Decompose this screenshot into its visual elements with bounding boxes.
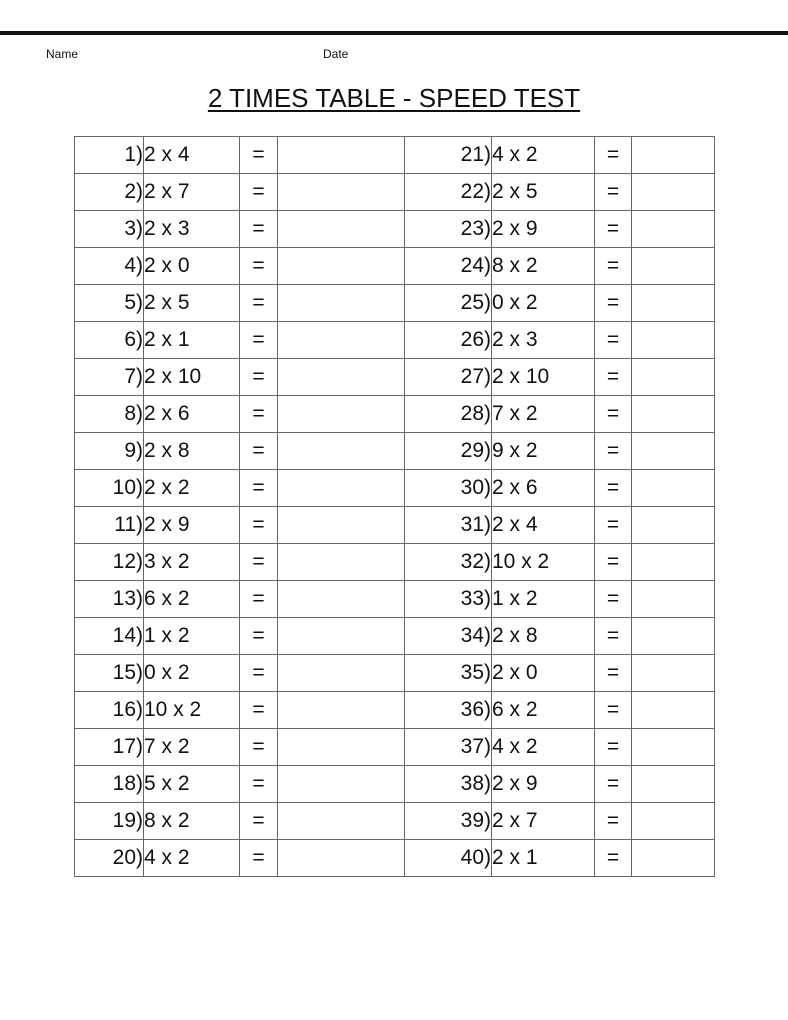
question-expression: 7 x 2 [144, 729, 240, 766]
question-expression: 2 x 9 [144, 507, 240, 544]
question-number: 33) [405, 581, 492, 618]
question-number: 4) [75, 248, 144, 285]
answer-cell[interactable] [632, 766, 715, 803]
question-number: 14) [75, 618, 144, 655]
question-number: 21) [405, 137, 492, 174]
question-expression: 10 x 2 [492, 544, 595, 581]
question-number: 39) [405, 803, 492, 840]
equals-sign: = [240, 507, 278, 544]
question-expression: 6 x 2 [144, 581, 240, 618]
date-label: Date [323, 47, 349, 61]
question-expression: 8 x 2 [144, 803, 240, 840]
answer-cell[interactable] [278, 544, 405, 581]
table-row [75, 507, 715, 544]
question-number: 12) [75, 544, 144, 581]
quiz-table [74, 136, 715, 877]
answer-cell[interactable] [632, 803, 715, 840]
equals-sign: = [595, 692, 632, 729]
answer-cell[interactable] [632, 359, 715, 396]
equals-sign: = [595, 803, 632, 840]
answer-cell[interactable] [632, 211, 715, 248]
question-expression: 0 x 2 [144, 655, 240, 692]
table-row [75, 766, 715, 803]
equals-sign: = [240, 211, 278, 248]
equals-sign: = [595, 470, 632, 507]
question-number: 38) [405, 766, 492, 803]
question-expression: 2 x 1 [492, 840, 595, 877]
equals-sign: = [240, 803, 278, 840]
answer-cell[interactable] [278, 174, 405, 211]
equals-sign: = [595, 840, 632, 877]
equals-sign: = [240, 581, 278, 618]
question-number: 9) [75, 433, 144, 470]
table-row [75, 211, 715, 248]
equals-sign: = [240, 248, 278, 285]
table-row [75, 322, 715, 359]
question-expression: 4 x 2 [144, 840, 240, 877]
question-expression: 2 x 3 [144, 211, 240, 248]
equals-sign: = [595, 174, 632, 211]
equals-sign: = [240, 433, 278, 470]
table-row [75, 248, 715, 285]
answer-cell[interactable] [632, 137, 715, 174]
equals-sign: = [595, 729, 632, 766]
question-number: 18) [75, 766, 144, 803]
question-number: 8) [75, 396, 144, 433]
question-number: 16) [75, 692, 144, 729]
question-expression: 5 x 2 [144, 766, 240, 803]
question-number: 22) [405, 174, 492, 211]
question-expression: 7 x 2 [492, 396, 595, 433]
table-row [75, 729, 715, 766]
question-number: 1) [75, 137, 144, 174]
equals-sign: = [240, 840, 278, 877]
question-expression: 3 x 2 [144, 544, 240, 581]
answer-cell[interactable] [632, 692, 715, 729]
equals-sign: = [240, 285, 278, 322]
answer-cell[interactable] [632, 729, 715, 766]
question-expression: 2 x 4 [144, 137, 240, 174]
question-number: 28) [405, 396, 492, 433]
answer-cell[interactable] [278, 359, 405, 396]
question-number: 3) [75, 211, 144, 248]
answer-cell[interactable] [632, 470, 715, 507]
answer-cell[interactable] [278, 248, 405, 285]
table-row [75, 433, 715, 470]
question-expression: 2 x 6 [492, 470, 595, 507]
answer-cell[interactable] [278, 692, 405, 729]
answer-cell[interactable] [632, 507, 715, 544]
table-row [75, 544, 715, 581]
answer-cell[interactable] [278, 211, 405, 248]
table-row [75, 581, 715, 618]
answer-cell[interactable] [632, 618, 715, 655]
table-row [75, 803, 715, 840]
question-expression: 2 x 2 [144, 470, 240, 507]
answer-cell[interactable] [278, 581, 405, 618]
question-number: 35) [405, 655, 492, 692]
question-expression: 2 x 1 [144, 322, 240, 359]
question-expression: 1 x 2 [492, 581, 595, 618]
question-expression: 2 x 0 [492, 655, 595, 692]
equals-sign: = [595, 544, 632, 581]
answer-cell[interactable] [632, 285, 715, 322]
answer-cell[interactable] [278, 840, 405, 877]
question-number: 17) [75, 729, 144, 766]
equals-sign: = [595, 581, 632, 618]
answer-cell[interactable] [278, 433, 405, 470]
equals-sign: = [240, 470, 278, 507]
table-row [75, 618, 715, 655]
question-number: 31) [405, 507, 492, 544]
question-number: 19) [75, 803, 144, 840]
equals-sign: = [240, 174, 278, 211]
equals-sign: = [595, 618, 632, 655]
table-row [75, 396, 715, 433]
page-title-wrap [0, 83, 788, 114]
question-number: 37) [405, 729, 492, 766]
equals-sign: = [595, 359, 632, 396]
equals-sign: = [595, 766, 632, 803]
equals-sign: = [595, 433, 632, 470]
question-number: 15) [75, 655, 144, 692]
table-row [75, 285, 715, 322]
equals-sign: = [240, 766, 278, 803]
question-expression: 4 x 2 [492, 137, 595, 174]
question-expression: 2 x 5 [144, 285, 240, 322]
question-number: 32) [405, 544, 492, 581]
answer-cell[interactable] [632, 322, 715, 359]
question-number: 2) [75, 174, 144, 211]
answer-cell[interactable] [278, 655, 405, 692]
equals-sign: = [595, 211, 632, 248]
question-expression: 0 x 2 [492, 285, 595, 322]
question-expression: 4 x 2 [492, 729, 595, 766]
question-number: 36) [405, 692, 492, 729]
equals-sign: = [595, 322, 632, 359]
question-number: 11) [75, 507, 144, 544]
question-number: 5) [75, 285, 144, 322]
equals-sign: = [240, 137, 278, 174]
question-expression: 8 x 2 [492, 248, 595, 285]
question-number: 29) [405, 433, 492, 470]
question-expression: 2 x 0 [144, 248, 240, 285]
answer-cell[interactable] [278, 137, 405, 174]
table-row [75, 840, 715, 877]
answer-cell[interactable] [632, 174, 715, 211]
question-expression: 2 x 10 [144, 359, 240, 396]
question-expression: 2 x 9 [492, 211, 595, 248]
table-row [75, 174, 715, 211]
question-number: 6) [75, 322, 144, 359]
question-number: 26) [405, 322, 492, 359]
question-number: 10) [75, 470, 144, 507]
answer-cell[interactable] [632, 544, 715, 581]
page-title: 2 TIMES TABLE - SPEED TEST [207, 83, 581, 113]
question-expression: 2 x 6 [144, 396, 240, 433]
answer-cell[interactable] [278, 470, 405, 507]
equals-sign: = [595, 655, 632, 692]
equals-sign: = [240, 359, 278, 396]
quiz-body [75, 137, 715, 877]
question-expression: 2 x 8 [144, 433, 240, 470]
answer-cell[interactable] [278, 803, 405, 840]
answer-cell[interactable] [632, 396, 715, 433]
name-label: Name [46, 47, 79, 61]
question-number: 23) [405, 211, 492, 248]
equals-sign: = [595, 507, 632, 544]
question-expression: 2 x 5 [492, 174, 595, 211]
answer-cell[interactable] [632, 248, 715, 285]
question-expression: 2 x 8 [492, 618, 595, 655]
question-number: 13) [75, 581, 144, 618]
answer-cell[interactable] [278, 396, 405, 433]
question-expression: 6 x 2 [492, 692, 595, 729]
equals-sign: = [240, 655, 278, 692]
question-number: 7) [75, 359, 144, 396]
equals-sign: = [595, 285, 632, 322]
table-row [75, 655, 715, 692]
question-expression: 2 x 7 [144, 174, 240, 211]
equals-sign: = [240, 544, 278, 581]
question-expression: 2 x 4 [492, 507, 595, 544]
table-row [75, 470, 715, 507]
question-expression: 2 x 3 [492, 322, 595, 359]
question-number: 20) [75, 840, 144, 877]
answer-cell[interactable] [278, 618, 405, 655]
answer-cell[interactable] [278, 729, 405, 766]
equals-sign: = [595, 248, 632, 285]
equals-sign: = [240, 618, 278, 655]
answer-cell[interactable] [632, 581, 715, 618]
question-expression: 2 x 7 [492, 803, 595, 840]
question-expression: 2 x 9 [492, 766, 595, 803]
top-rule [0, 31, 788, 35]
question-number: 27) [405, 359, 492, 396]
equals-sign: = [240, 692, 278, 729]
question-expression: 1 x 2 [144, 618, 240, 655]
answer-cell[interactable] [632, 840, 715, 877]
question-expression: 2 x 10 [492, 359, 595, 396]
answer-cell[interactable] [632, 433, 715, 470]
question-number: 24) [405, 248, 492, 285]
answer-cell[interactable] [278, 507, 405, 544]
equals-sign: = [240, 729, 278, 766]
answer-cell[interactable] [278, 766, 405, 803]
equals-sign: = [595, 137, 632, 174]
question-number: 25) [405, 285, 492, 322]
equals-sign: = [595, 396, 632, 433]
question-expression: 9 x 2 [492, 433, 595, 470]
table-row [75, 692, 715, 729]
question-number: 34) [405, 618, 492, 655]
table-row [75, 137, 715, 174]
question-expression: 10 x 2 [144, 692, 240, 729]
question-number: 30) [405, 470, 492, 507]
answer-cell[interactable] [278, 322, 405, 359]
equals-sign: = [240, 396, 278, 433]
answer-cell[interactable] [278, 285, 405, 322]
table-row [75, 359, 715, 396]
question-number: 40) [405, 840, 492, 877]
equals-sign: = [240, 322, 278, 359]
answer-cell[interactable] [632, 655, 715, 692]
